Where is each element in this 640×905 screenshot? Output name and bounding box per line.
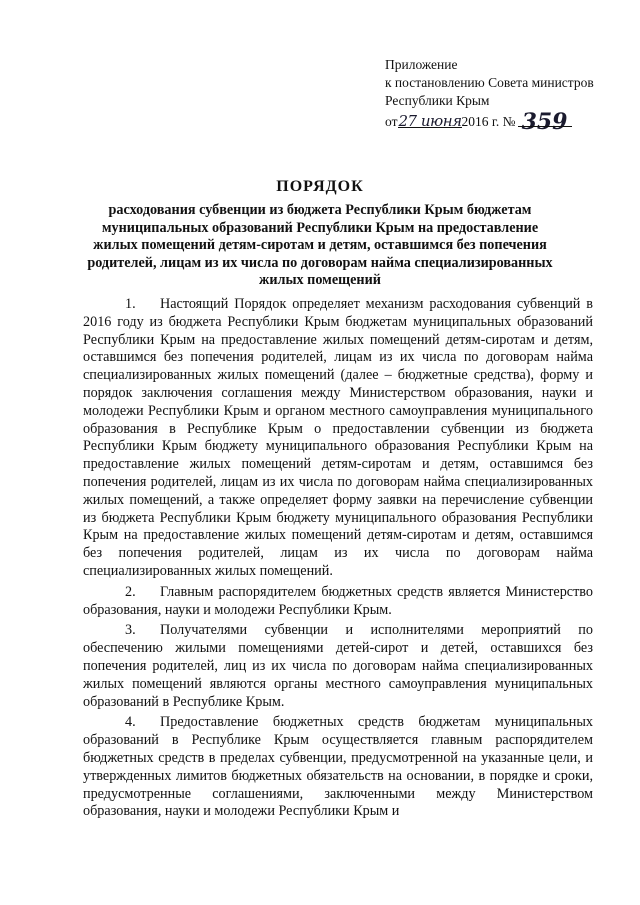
appendix-label: Приложение xyxy=(385,57,458,72)
paragraph-text: Главным распорядителем бюджетных средств является Министерство образования, науки и молодежи Республики Крым. xyxy=(83,583,593,618)
paragraph-number: 1. xyxy=(125,296,136,312)
date-prefix: от xyxy=(385,114,398,129)
paragraph-number: 3. xyxy=(125,622,136,639)
title-subtitle: расходования субвенции из бюджета Республики Крым бюджетам муниципальных образований Республики Крым на предоставление жилых помещений детям-сиротам и детям, оставшимся без попечения родителей, лицам из их числа по договорам найма специализированных жилых помещений xyxy=(87,202,553,288)
paragraph-text: Получателями субвенции и исполнителями мероприятий по обеспечению жилыми помещениями детей-сирот и детей, оставшихся без попечения родителей, лиц из их числа по договорам найма специализированных жилых помещений являются органы местного самоуправления муниципальных образований в Республике Крым. xyxy=(83,622,593,710)
paragraph-text: Настоящий Порядок определяет механизм расходования субвенций в 2016 году из бюджета Республики Крым бюджетам муниципальных образований Республики Крым на предоставление жилых помещений детям-сиротам и детям, оставшимся без попечения родителей, лицам из их числа по договорам найма специализированных жилых помещений (далее – бюджетные средства), форму и порядок заключения соглашения между Министерством образования, науки и молодежи Республики Крым и органом местного самоуправления муниципального образования в Республике Крым о предоставлении субвенции из бюджета Республики Крым бюджету муниципального образования Республики Крым на предоставление жилых помещений детям-сиротам и детям, оставшимся без попечения родителей, лицам из их числа по договорам найма специализированных жилых помещений, а также определяет форму заявки на перечисление субвенции из бюджета Республики Крым бюджету муниципального образования Республики Крым на предоставление жилых помещений детям-сиротам и детям, оставшимся без попечения родителей, лицам из их числа по договорам найма специализированных жилых помещений. xyxy=(83,296,593,579)
appendix-reference: к постановлению Совета министров xyxy=(385,75,594,90)
paragraph-4 xyxy=(83,714,593,821)
paragraph-text: Предоставление бюджетных средств бюджетам муниципальных образований в Республике Крым осуществляется главным распорядителем бюджетных средств в пределах субвенции, предусмотренной на указанные цели, и утвержденных лимитов бюджетных обязательств на основании, в порядке и сроки, предусмотренные соглашениями, заключенными между Министерством образования, науки и молодежи Республики Крым и xyxy=(83,714,593,820)
paragraph-3 xyxy=(83,622,593,711)
appendix-authority: Республики Крым xyxy=(385,93,490,108)
appendix-header xyxy=(385,56,594,135)
handwritten-date: 27 июня xyxy=(398,112,462,130)
paragraph-1 xyxy=(83,296,593,581)
resolution-date-line xyxy=(385,109,594,135)
paragraph-2 xyxy=(83,584,593,620)
year-and-number-label: 2016 г. № xyxy=(461,114,516,129)
document-body xyxy=(83,296,593,824)
title-heading: ПОРЯДОК xyxy=(276,178,364,195)
handwritten-resolution-number: 359 xyxy=(521,109,568,135)
document-title xyxy=(80,178,560,290)
paragraph-number: 2. xyxy=(125,583,136,600)
paragraph-number: 4. xyxy=(125,714,136,731)
